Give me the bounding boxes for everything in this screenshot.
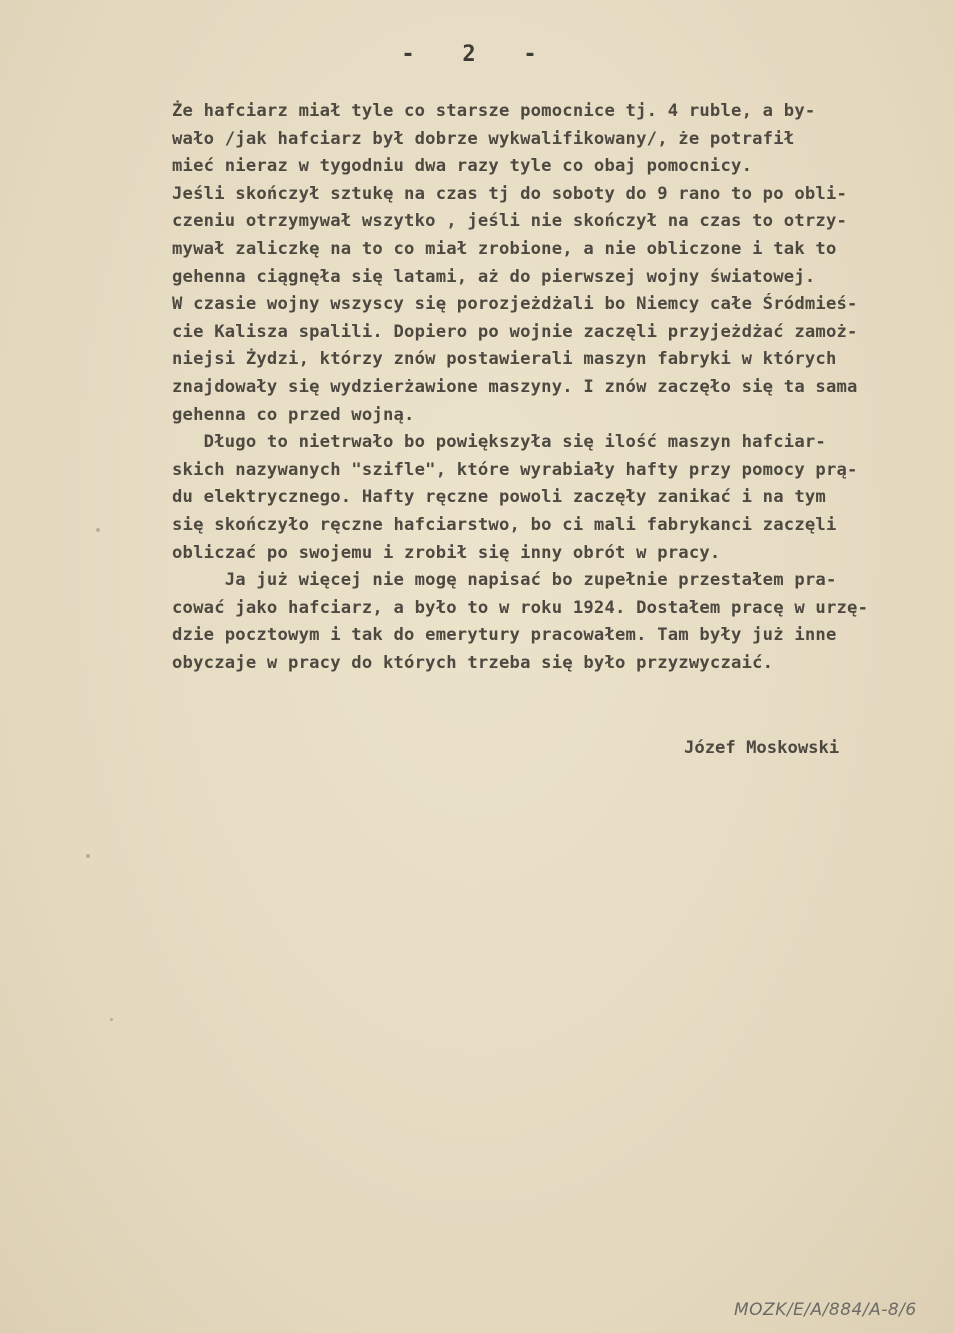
text-line: dzie pocztowym i tak do emerytury pracowałem. Tam były już inne <box>172 625 837 646</box>
text-line: cować jako hafciarz, a było to w roku 1924. Dostałem pracę w urzę- <box>172 597 869 618</box>
text-line: obyczaje w pracy do których trzeba się było przyzwyczaić. <box>172 652 774 673</box>
text-line: Jeśli skończył sztukę na czas tj do soboty do 9 rano to po obli- <box>172 183 848 204</box>
text-line: Że hafciarz miał tyle co starsze pomocnice tj. 4 ruble, a by- <box>172 101 816 121</box>
text-line: się skończyło ręczne hafciarstwo, bo ci mali fabrykanci zaczęli <box>172 514 837 535</box>
text-line: skich nazywanych "szifle", które wyrabiały hafty przy pomocy prą- <box>172 459 858 480</box>
text-line: cie Kalisza spalili. Dopiero po wojnie zaczęli przyjeżdżać zamoż- <box>172 321 858 342</box>
text-line: W czasie wojny wszyscy się porozjeżdżali bo Niemcy całe Śródmieś- <box>172 294 858 315</box>
text-line: Ja już więcej nie mogę napisać bo zupełnie przestałem pra- <box>172 570 837 591</box>
text-line: Długo to nietrwało bo powiększyła się ilość maszyn hafciar- <box>172 432 826 453</box>
page-number: - 2 - <box>401 42 539 67</box>
text-line: wało /jak hafciarz był dobrze wykwalifikowany/, że potrafił <box>172 128 795 149</box>
text-line: mywał zaliczkę na to co miał zrobione, a nie obliczone i tak to <box>172 238 837 259</box>
typed-text-body <box>172 98 954 677</box>
text-line: gehenna co przed wojną. <box>172 404 415 425</box>
text-line: niejsi Żydzi, którzy znów postawierali maszyn fabryki w których <box>172 349 837 370</box>
paper-speck <box>96 528 100 532</box>
text-line: du elektrycznego. Hafty ręczne powoli zaczęły zanikać i na tym <box>172 487 826 508</box>
text-line: obliczać po swojemu i zrobił się inny obrót w pracy. <box>172 542 721 563</box>
text-line: mieć nieraz w tygodniu dwa razy tyle co obaj pomocnicy. <box>172 156 753 177</box>
author-signature: Józef Moskowski <box>684 738 840 758</box>
paper-speck <box>110 1018 113 1021</box>
archive-reference-mark: MOZK/E/A/884/A-8/6 <box>734 1300 917 1320</box>
text-line: znajdowały się wydzierżawione maszyny. I znów zaczęło się ta sama <box>172 376 858 397</box>
paper-speck <box>86 854 90 858</box>
text-line: czeniu otrzymywał wszytko , jeśli nie skończył na czas to otrzy- <box>172 211 848 232</box>
text-line: gehenna ciągnęła się latami, aż do pierwszej wojny światowej. <box>172 266 816 287</box>
